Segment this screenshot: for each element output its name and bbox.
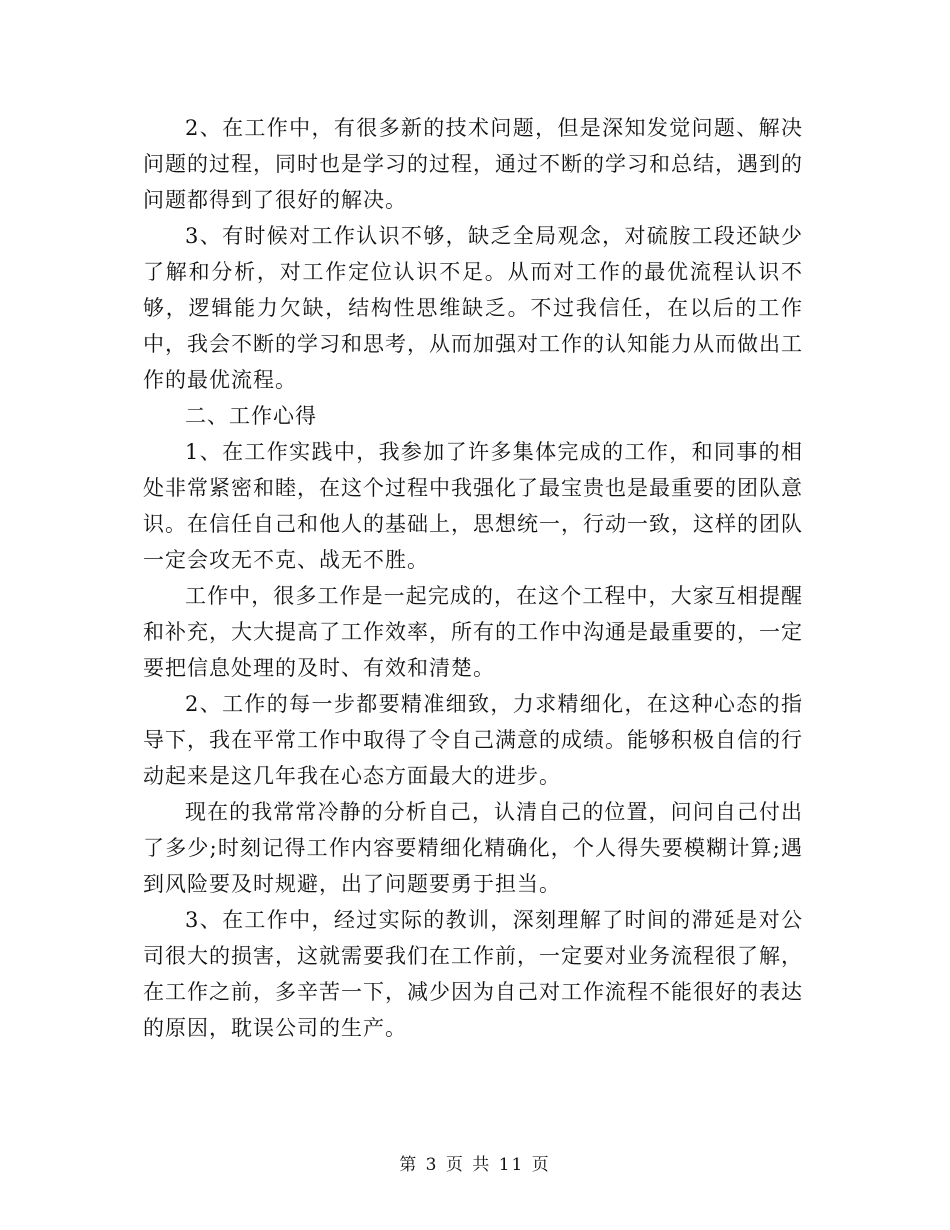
page-number-label: 第 3 页 共 11 页 <box>399 1155 551 1175</box>
page-footer <box>0 1150 950 1175</box>
document-body <box>143 110 803 1046</box>
paragraph-insight-2-continued: 现在的我常常冷静的分析自己，认清自己的位置，问问自己付出了多少;时刻记得工作内容要精细化精确化，个人得失要模糊计算;遇到风险要及时规避，出了问题要勇于担当。 <box>143 800 803 896</box>
paragraph-item-3: 3、有时候对工作认识不够，缺乏全局观念，对硫胺工段还缺少了解和分析，对工作定位认识不足。从而对工作的最优流程认识不够，逻辑能力欠缺，结构性思维缺乏。不过我信任，在以后的工作中，我会不断的学习和思考，从而加强对工作的认知能力从而做出工作的最优流程。 <box>143 224 803 392</box>
section-heading-work-insights: 二、工作心得 <box>185 404 317 428</box>
paragraph-insight-1-continued: 工作中，很多工作是一起完成的，在这个工程中，大家互相提醒和补充，大大提高了工作效率，所有的工作中沟通是最重要的，一定要把信息处理的及时、有效和清楚。 <box>143 584 803 680</box>
paragraph-item-2: 2、在工作中，有很多新的技术问题，但是深知发觉问题、解决问题的过程，同时也是学习的过程，通过不断的学习和总结，遇到的问题都得到了很好的解决。 <box>143 116 803 212</box>
paragraph-insight-3: 3、在工作中，经过实际的教训，深刻理解了时间的滞延是对公司很大的损害，这就需要我们在工作前，一定要对业务流程很了解，在工作之前，多辛苦一下，减少因为自己对工作流程不能很好的表达的原因，耽误公司的生产。 <box>143 908 803 1040</box>
paragraph-insight-1: 1、在工作实践中，我参加了许多集体完成的工作，和同事的相处非常紧密和睦，在这个过程中我强化了最宝贵也是最重要的团队意识。在信任自己和他人的基础上，思想统一，行动一致，这样的团队一定会攻无不克、战无不胜。 <box>143 440 803 572</box>
paragraph-insight-2: 2、工作的每一步都要精准细致，力求精细化，在这种心态的指导下，我在平常工作中取得了令自己满意的成绩。能够积极自信的行动起来是这几年我在心态方面最大的进步。 <box>143 692 803 788</box>
